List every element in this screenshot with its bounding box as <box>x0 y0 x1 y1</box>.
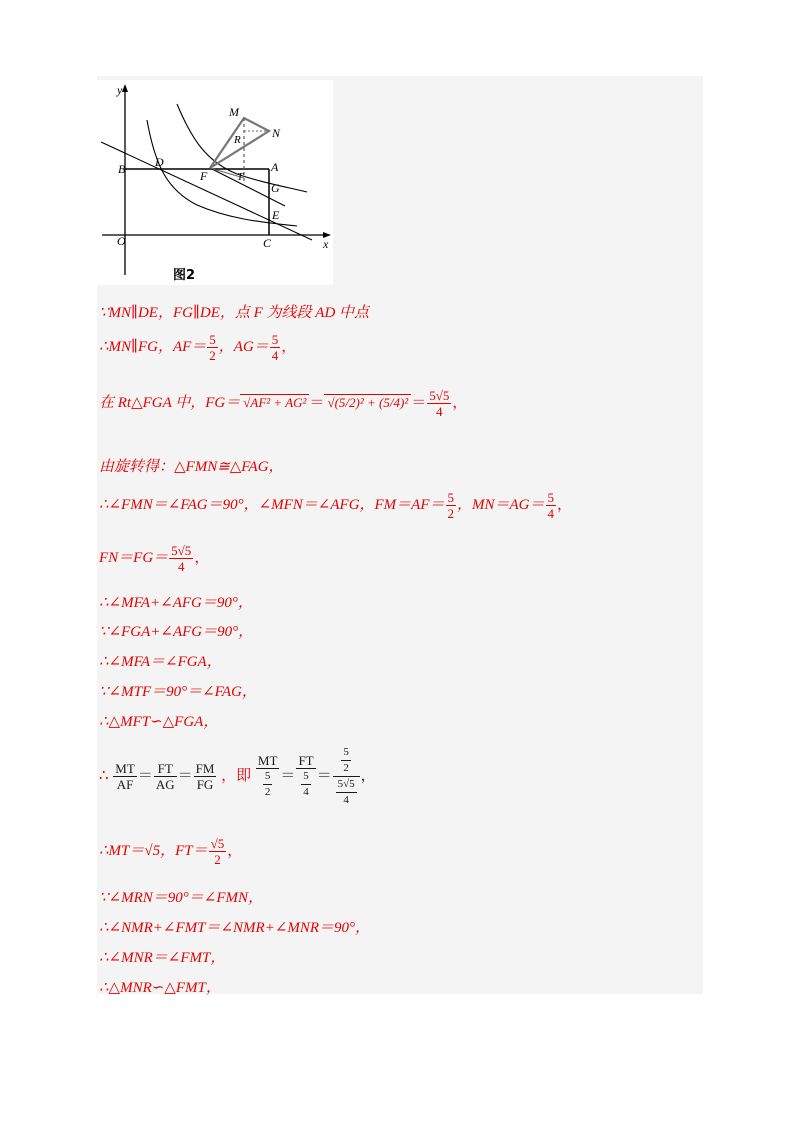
solution-line-11: ∴△MFT∽△FGA， <box>99 714 219 730</box>
geometry-figure <box>97 80 333 285</box>
label-G: G <box>271 181 280 195</box>
solution-line-6: FN＝FG＝ $\frac{5√5}{4}$ ， <box>99 543 210 574</box>
label-T: T <box>237 171 244 183</box>
solution-line-4: 由旋转得：△FMN≅△FAG， <box>99 459 284 475</box>
solution-line-7: ∴∠MFA+∠AFG＝90°， <box>99 595 253 611</box>
solution-line-5: ∴∠FMN＝∠FAG＝90°，∠MFN＝∠AFG，FM＝AF＝ $\frac{5}{2}$ ，MN＝AG＝ $\frac{5}{4}$ ， <box>99 490 573 521</box>
label-N: N <box>272 126 281 140</box>
solution-line-17: ∴△MNR∽△FMT， <box>99 980 221 996</box>
label-O: O <box>117 234 126 248</box>
solution-line-14: ∵∠MRN＝90°＝∠FMN， <box>99 890 264 906</box>
figure-caption: 图2 <box>173 268 196 283</box>
label-M: M <box>229 105 239 119</box>
label-A: A <box>271 160 279 174</box>
solution-line-8: ∵∠FGA+∠AFG＝90°， <box>99 624 254 640</box>
solution-line-13: ∴MT＝√5，FT＝ $\frac{√5}{2}$ ， <box>99 836 243 867</box>
label-x: x <box>323 237 329 251</box>
label-R: R <box>234 134 241 146</box>
solution-line-9: ∴∠MFA＝∠FGA， <box>99 654 222 670</box>
label-F: F <box>200 169 208 183</box>
label-y: y <box>117 83 123 97</box>
solution-line-16: ∴∠MNR＝∠FMT， <box>99 950 226 966</box>
solution-line-1: ∵MN∥DE，FG∥DE，点 F 为线段 AD 中点 <box>99 305 370 321</box>
label-E: E <box>272 208 280 222</box>
solution-line-12: ∴ $\frac{MT}{AF}$ ＝ $\frac{FT}{AG}$ ＝ $\frac{FM}{FG}$ ，即 $\frac{MT}{\frac{5}{2}}$ ＝ $\frac{FT}{\frac{5}{4}}$ ＝ $\frac{\frac{5}{2}}{\frac{5√5}{4}}$ ， <box>99 746 376 806</box>
solution-line-2: ∴MN∥FG，AF＝ $\frac{5}{2}$ ，AG＝ $\frac{5}{4}$ ， <box>99 332 297 363</box>
label-D: D <box>155 155 164 169</box>
solution-line-10: ∵∠MTF＝90°＝∠FAG， <box>99 684 257 700</box>
solution-line-3: 在 Rt△FGA 中，FG＝ √AF² + AG² ＝ √(5/2)² + (5/4)² ＝ $\frac{5√5}{4}$ ， <box>99 388 468 419</box>
solution-line-15: ∴∠NMR+∠FMT＝∠NMR+∠MNR＝90°， <box>99 920 371 936</box>
label-C: C <box>263 236 272 250</box>
label-B: B <box>118 162 126 176</box>
